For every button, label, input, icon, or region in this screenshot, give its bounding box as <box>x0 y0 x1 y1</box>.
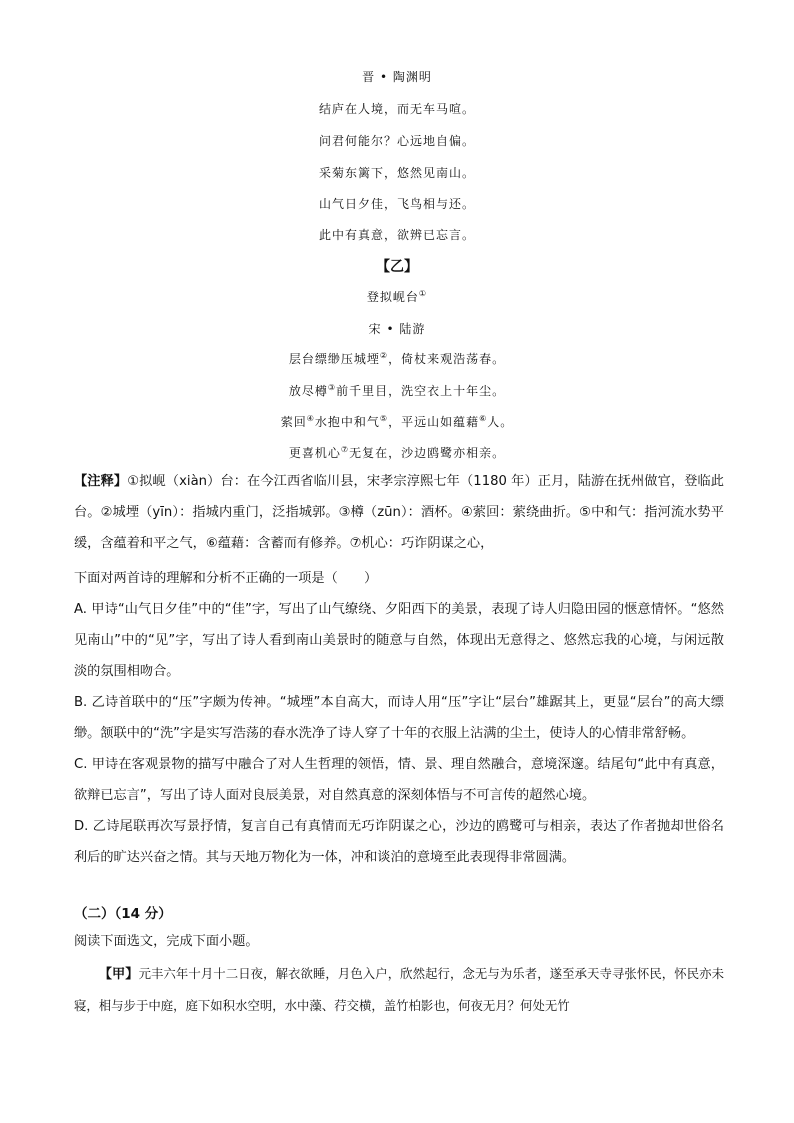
poem-yi-line-2 <box>0 382 794 399</box>
footnote-marker: ⑥ <box>479 414 488 423</box>
poem-jia-line-1: 结庐在人境，而无车马喧。 <box>318 102 475 116</box>
poem-jia-line-3: 采菊东篱下，悠然见南山。 <box>318 166 475 180</box>
option-c: C. 甲诗在客观景物的描写中融合了对人生哲理的领悟，情、景、理自然融合，意境深邃。结尾句“此中有真意，欲辩已忘言”，写出了诗人面对良辰美景，对自然真意的深刻体悟与不可言传的超然心境。 <box>74 757 724 803</box>
notes-tag: 【注释】 <box>74 474 128 489</box>
poem-yi-line-3-b: 水抱中和气 <box>314 415 380 429</box>
poem-yi-line-3-d: 人。 <box>487 415 514 429</box>
question-block <box>74 563 724 873</box>
poem-yi-title <box>0 288 794 305</box>
poem-yi-title-text: 登拟岘台 <box>366 290 419 304</box>
poem-jia-line-4: 山气日夕佳，飞鸟相与还。 <box>318 197 475 211</box>
footnote-marker: ② <box>379 351 389 360</box>
annotation-notes <box>74 466 724 559</box>
poem-yi-line-4-b: 无复在，沙边鸥鹭亦相亲。 <box>349 446 506 460</box>
option-b: B. 乙诗首联中的“压”字颇为传神。“城堙”本自高大，而诗人用“压”字让“层台”雄踞其上，更显“层台”的高大缥缈。颔联中的“洗”字是实写浩荡的春水洗净了诗人穿了十年的衣服上沾满的尘土，使诗人的心情非常舒畅。 <box>74 695 724 741</box>
question-stem: 下面对两首诗的理解和分析不正确的一项是（ ） <box>74 571 378 586</box>
passage-jia-tag: 【甲】 <box>98 967 139 982</box>
part-two-heading: （二）（14 分） <box>74 906 172 922</box>
poem-yi-line-1-b: ，倚杖来观浩荡春。 <box>388 352 506 366</box>
poem-yi-line-2-b: 前千里目，洗空衣上十年尘。 <box>336 384 506 398</box>
poem-yi-line-4 <box>0 444 794 461</box>
passage-jia <box>74 958 724 1021</box>
passage-jia-text: 元丰六年十月十二日夜，解衣欲睡，月色入户，欣然起行，念无与为乐者，遂至承天寺寻张怀民，怀民亦未寝，相与步于中庭，庭下如积水空明，水中藻、荇交横，盖竹柏影也，何夜无月？何处无竹 <box>74 966 725 1013</box>
poem-yi-line-3-a: 萦回 <box>280 415 307 429</box>
notes-text: ①拟岘（xiàn）台：在今江西省临川县，宋孝宗淳熙七年（1180 年）正月，陆游在抚州做官，登临此台。②城堙（yīn）：指城内重门，泛指城郭。③樽（zūn）：酒杯。④萦回：萦绕曲折。⑤中和气：指河流水势平缓，含蕴着和平之气，⑥蕴藉：含蓄而有修养。⑦机心：巧诈阴谋之心， <box>74 474 724 551</box>
poem-yi-heading: 【乙】 <box>376 259 418 275</box>
poem-yi-author: 宋 • 陆游 <box>368 322 426 336</box>
poem-jia-line-2: 问君何能尔？心远地自偏。 <box>318 134 475 148</box>
poem-yi-line-1 <box>0 350 794 367</box>
poem-jia-line-5: 此中有真意，欲辨已忘言。 <box>318 228 475 242</box>
poem-yi-line-3-c: ，平远山如蕴藉 <box>388 415 480 429</box>
footnote-marker: ① <box>418 289 428 298</box>
poem-yi-line-1-a: 层台缥缈压城堙 <box>288 352 380 366</box>
poem-jia-author: 晋 • 陶渊明 <box>362 70 432 84</box>
footnote-marker: ③ <box>327 383 337 392</box>
footnote-marker: ⑤ <box>379 414 389 423</box>
option-d: D. 乙诗尾联再次写景抒情，复言自己有真情而无巧诈阴谋之心，沙边的鸥鹭可与相亲，表达了作者抛却世俗名利后的旷达兴奋之情。其与天地万物化为一体，冲和谈泊的意境至此表现得非常圆满。 <box>74 819 724 865</box>
poem-yi-line-2-a: 放尽樽 <box>288 384 328 398</box>
poem-yi-line-4-a: 更喜机心 <box>288 446 341 460</box>
option-a: A. 甲诗“山气日夕佳”中的“佳”字，写出了山气缭绕、夕阳西下的美景，表现了诗人归隐田园的惬意情怀。“悠然见南山”中的“见”字，写出了诗人看到南山美景时的随意与自然，体现出无意得之、悠然忘我的心境，与闲远散淡的氛围相吻合。 <box>74 602 724 679</box>
part-two-instruction: 阅读下面选文，完成下面小题。 <box>74 934 259 949</box>
poem-yi-line-3 <box>0 413 794 430</box>
footnote-marker: ④ <box>306 414 315 423</box>
footnote-marker: ⑦ <box>340 445 350 454</box>
